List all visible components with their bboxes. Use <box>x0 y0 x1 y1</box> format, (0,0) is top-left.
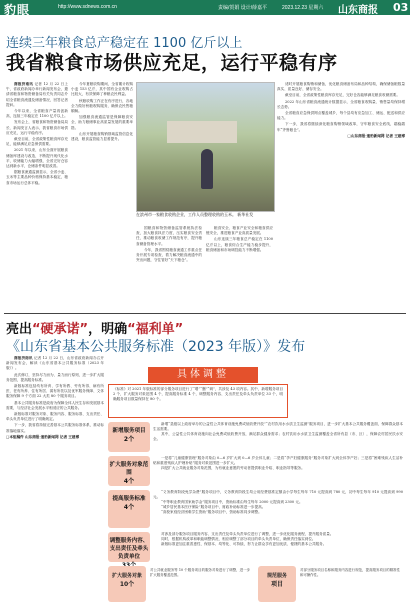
article1-byline: 商报济南讯 <box>14 82 34 86</box>
item-badge-label: 调整服务内容、支出责任及牵头负责单位 <box>109 538 149 560</box>
item-badge-count: 4个 <box>123 504 135 511</box>
article1-paragraph: 下一步，我省将继续深化粮食购销领域改革，守牢粮食安全底线，端稳端牢“齐鲁粮仓”。 <box>277 122 405 132</box>
article2-headline: 《山东省基本公共服务标准（2023 年版）》发布 <box>6 339 306 355</box>
item-paragraph: “中等职业教育国家助学金”服务项目中，资助标准由每生每年 2000 元提高到 2300 元。 <box>161 500 303 505</box>
item-badge-label: 扩大服务对象范围 <box>109 462 149 476</box>
section-banner: 具体调整 <box>148 367 258 383</box>
article2-paragraph: 下一步，我省将持续完善基本公共服务标准体系，推动标准落地落实。 <box>6 423 104 433</box>
item-paragraph: “城乡居民基本医疗保险”服务项目中，财政补助标准进一步提高。 <box>161 505 266 510</box>
item-badge-raise-standards <box>108 490 150 528</box>
article1-subtitle: 连续三年粮食总产稳定在 1100 亿斤以上 <box>6 36 243 51</box>
item-text-expand-scope <box>153 456 403 486</box>
item-paragraph: 四是扩大公共就业服务对象范围，为有就业意愿的劳动者提供职业介绍、职业指导等服务。 <box>161 466 305 471</box>
item-paragraph: “高校家庭经济困难学生资助”服务项目中，资助标准同步调整。 <box>161 510 262 515</box>
item-paragraph: 新增“县级以上政府举办的公益性公共体育设施免费或低收费开放”“农村饮用水水质卫生监测”服务项目，进一步扩大基本公共服务覆盖面，保障群众基本生活需要。 <box>153 422 403 432</box>
article2-subtitle <box>6 318 183 337</box>
item-paragraph: 一是将“儿童健康管理”服务对象由 0—6 岁扩大到 0—6 岁全体儿童；二是将“孕产妇健康服务”服务对象扩大到全体孕产妇；三是将“困难残疾人生活补贴和重度残疾人护理补贴”服务对象范围进一步扩大。 <box>153 456 403 466</box>
article1-paragraph: 今年夏粮收购期间，全省累计收购小麦 153 亿斤，其中国有企业收购占比较大，有效保障了种粮农民利益。 <box>71 82 133 97</box>
article2-paragraph: 基本公共服务标准是政府为保障全体人民生存和发展基本需要，与经济社会发展水平相适应的公共服务。 <box>6 400 104 410</box>
article1-paragraph: 截至目前，全省政策性粮食库存充足，能够满足应急保供需要。 <box>6 137 68 147</box>
bottom-items <box>108 566 408 602</box>
item-paragraph: 其中，公益性公共体育设施向社会免费或低收费开放，满足群众健身需求；农村饮用水水质卫生监测覆盖全省所有县（市、区），保障农村居民饮水安全。 <box>153 432 403 442</box>
item-paragraph: 新版标准更加注重普惠性、保基本、均等化、可持续，努力让群众享有更加优质、便捷的基本公共服务。 <box>161 542 327 547</box>
item-text-raise-standards <box>153 490 403 528</box>
article1-paragraph: 适时开展粮食购销和储备，优化粮食储备布局和品种结构，确保储备粮数量真实、质量良好、储存安全。 <box>277 82 405 92</box>
article1-paragraph: 山东连续三年粮食总产稳定在 1100 亿斤以上，粮食综合生产能力稳步提升，粮食储备和市场调控能力不断增强。 <box>206 237 273 252</box>
article2-subtitle-prefix: 亮出 <box>6 322 33 337</box>
article1-paragraph: 今年以来，全省粮食产量再创新高，连续三年稳定在 1100 亿斤以上。 <box>6 109 68 119</box>
article1-column-2 <box>71 82 133 312</box>
issue-date: 2023.12.23 星期六 <box>282 5 324 11</box>
bottom-badge-label: 扩大服务对象 <box>111 573 142 579</box>
article2-column-1 <box>6 356 104 600</box>
article1-paragraph: 2022 年山东省粮食流通统计数据显示，全省粮食收购量、销售量均保持增长态势。 <box>277 99 405 109</box>
bottom-badge-count: 10个 <box>119 581 135 588</box>
item-badge-count: 4个 <box>123 478 135 485</box>
article1-reporter: □山东商报·速豹新闻网 记者 王建博 <box>347 133 405 138</box>
article2-reporter: □本组稿件 山东商报·速豹新闻网 记者 王建博 <box>6 434 80 439</box>
photo-building <box>167 121 237 143</box>
article1-paragraph: 2021 年以来，山东全面开展粮食储备库建设与改造，不断提升现代化水平，收储能力大幅增强，全省完好仓容达到新水平，仓储条件明显改善。 <box>6 148 68 169</box>
article2-paragraph: 新版标准包括幼有所育、学有所教、劳有所得、病有所医、老有所养、住有所居、弱有所扶以及优军服务保障、文体服务保障 9 个方面 22 大类 80 个服务项目。 <box>6 384 104 399</box>
article2-paragraph: 此次修订，坚持尽力而为、量力而行原则，进一步扩大服务范围，提高服务标准。 <box>6 372 104 382</box>
article2-subtitle-mid: ，明确 <box>88 322 128 337</box>
item-paragraph: 对涉及部分服务项目服务内容、支出责任及牵头负责单位进行了调整，进一步优化服务流程，提升服务质量。 <box>161 532 334 536</box>
article1-column-1 <box>6 82 68 312</box>
article1-paragraph: 今年，我省围绕粮食流通工作重点任务开展专项检查，着力解决粮食流通中的突出问题，守住管好“天下粮仓”。 <box>136 247 202 263</box>
article2-paragraph: 记者 12 月 22 日，山东省政府新闻办召开新闻发布会，解读《山东省基本公共服务标准（2023 年版）》。 <box>6 356 104 371</box>
photo-worker <box>201 149 213 189</box>
bottom-text-standardize: 对部分服务项目名称和服务内容进行规范，提高服务项目的精准性和可操作性。 <box>300 568 400 577</box>
bottom-badge-standardize <box>258 566 296 602</box>
editor-credit: 责编/贺娟 设计/薛嘉平 <box>218 5 268 11</box>
article1-photo <box>136 82 275 212</box>
page-header <box>0 0 410 15</box>
article1-column-4 <box>206 226 273 312</box>
item-paragraph: “义务教育阶段免学杂费”服务项目中，义务教育阶段生均公用经费基准定额由小学每生每年 710 元提高到 780 元，初中每生每年 910 元提高到 990 元。 <box>153 490 403 500</box>
bottom-text-expand-objects: 对公共就业服务等 10 个服务项目的服务对象进行了调整，进一步扩大服务覆盖范围。 <box>150 568 250 577</box>
article1-column-5 <box>277 82 405 312</box>
item-badge-count: 2个 <box>123 436 135 443</box>
item-badge-expand-scope <box>108 456 150 486</box>
intro-box: 《标准》对 2021 年版标准的部分服务项目进行了“增”“删”“调”，共涉及 43 项内容。其中，新增服务项目 2 个，扩大服务对象范围 4 个，提高服务标准 4 个，调整服务内容、支出责任及牵头负责单位 33 个，明确服务项目数量保持在 80 个。 <box>108 384 288 418</box>
article1-column-3 <box>136 226 202 312</box>
article2-subtitle-benefits: “福利单” <box>127 322 184 337</box>
article1-headline: 我省粮食市场供应充足，运行平稳有序 <box>6 52 338 74</box>
item-badge-label: 提高服务标准 <box>112 496 146 502</box>
section-divider <box>4 313 406 314</box>
article1-paragraph: 据粮食流通监测显示，全省小麦、玉米等主要品种价格保持基本稳定，粮食市场运行总体平稳。 <box>6 170 68 185</box>
article1-paragraph: 记者 12 月 22 日上午，省政府新闻办举行新闻发布会，邀请省粮食和物资储备局有关负责同志介绍全省粮食流通及储备情况，回答记者提问。 <box>6 82 68 107</box>
article1-paragraph: 全省粮食应急保供网点覆盖城乡，每个县均有应急加工、储运、配送和供应能力。 <box>277 111 405 121</box>
website-url[interactable]: http://www.sdnews.com.cn <box>58 4 117 10</box>
item-text-adjust-content <box>153 532 403 562</box>
item-paragraph: 同时，根据机构改革和职能调整情况，相应调整了部分项目的牵头负责单位，确保责任落实到位。 <box>161 537 316 542</box>
bottom-badge-expand-objects <box>108 566 146 602</box>
article1-paragraph: 截至目前，全省政策性粮食库存充足，完好仓容能够满足粮食收储需要。 <box>285 93 400 98</box>
bottom-badge-label: 规范服务 <box>266 573 287 579</box>
photo-caption: 在滨州市一家粮食收购企业，工作人员整理收购的玉米。 新华社发 <box>136 212 254 217</box>
item-badge-adjust-content <box>108 532 150 562</box>
article1-paragraph: 发布会上，省粮食和物资储备局局长、新闻发言人表示，我省粮食市场供应充足，运行平稳有序。 <box>6 120 68 135</box>
article2-byline: 商报济南讯 <box>14 356 33 360</box>
item-badge-label: 新增服务项目 <box>112 428 146 434</box>
article2-paragraph: 新版标准对服务对象、服务内容、服务标准、支出责任、牵头负责单位进行了明确规定。 <box>6 412 104 422</box>
article1-paragraph: 秋粮收购工作正在有序进行，各地全力做好秋粮收购服务，确保农民售粮顺畅。 <box>71 98 133 114</box>
newspaper-name: 山东商报 <box>338 5 378 16</box>
item-text-new-services <box>153 422 403 452</box>
section-logo: 豹眼 <box>4 3 31 17</box>
article1-paragraph: 粮食安全、粮食产业安全和粮食供应链安全，推进粮食产业高质量发展。 <box>206 226 273 236</box>
bottom-badge-count: 项目 <box>270 581 283 588</box>
page-number: 03 <box>393 1 409 14</box>
article1-paragraph: 加强粮食流通监管是保障粮食安全、助力粮储事业高质量发展的重要举措。 <box>71 115 133 130</box>
article2-subtitle-promise: “硬承诺” <box>32 322 89 337</box>
item-badge-new-services <box>108 422 150 452</box>
article1-paragraph: 国粮食和物资储备监管系统执法检查，加大粮食执法力度，压实粮食安全责任，推动粮食收储工作规范有序，提升粮食储备管理水平。 <box>136 226 202 246</box>
article1-paragraph: 山东开展粮食购销领域监管信息化建设，粮食监管能力显著提升。 <box>71 131 133 142</box>
